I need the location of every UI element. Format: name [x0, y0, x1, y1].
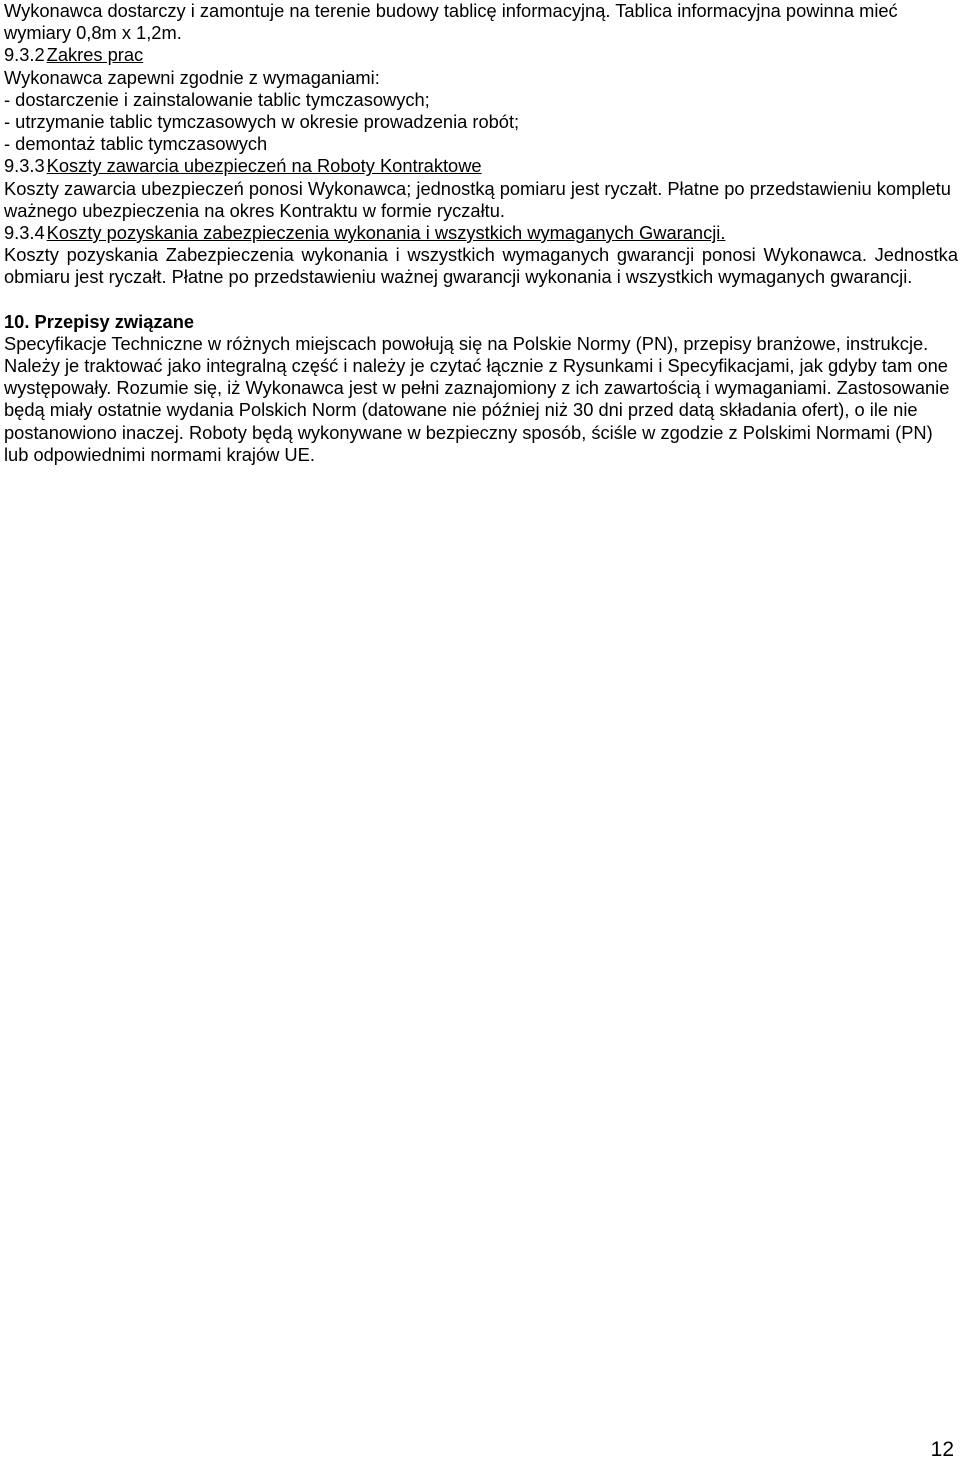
- section-number: 10.: [4, 310, 30, 332]
- section-heading: [4, 44, 958, 66]
- section-heading: [4, 222, 958, 244]
- section-body: Koszty pozyskania Zabezpieczenia wykonania i wszystkich wymaganych gwarancji ponosi Wykonawca. Jednostka obmiaru jest ryczałt. Płatne po przedstawieniu ważnej gwarancji wykonania i wszystkich wymaganych gwarancji.: [4, 244, 958, 288]
- section-spacer: [4, 289, 958, 311]
- section-title: Koszty pozyskania zabezpieczenia wykonania i wszystkich wymaganych Gwarancji.: [46, 222, 726, 244]
- section-9-3-2: [4, 44, 958, 155]
- list-item: - dostarczenie i zainstalowanie tablic tymczasowych;: [4, 88, 430, 110]
- section-heading: [4, 155, 958, 177]
- section-number: 9.3.4: [4, 222, 45, 244]
- list-item: - utrzymanie tablic tymczasowych w okresie prowadzenia robót;: [4, 111, 520, 133]
- list-item: - demontaż tablic tymczasowych: [4, 133, 268, 155]
- page-number: 12: [930, 1438, 954, 1461]
- section-number: 9.3.2: [4, 44, 45, 66]
- section-title: Koszty zawarcia ubezpieczeń na Roboty Kontraktowe: [46, 155, 482, 177]
- section-number: 9.3.3: [4, 155, 45, 177]
- section-body: Koszty zawarcia ubezpieczeń ponosi Wykonawca; jednostką pomiaru jest ryczałt. Płatne po przedstawieniu kompletu ważnego ubezpieczenia na okres Kontraktu w formie ryczałtu.: [4, 177, 951, 221]
- intro-paragraph: Wykonawca dostarczy i zamontuje na terenie budowy tablicę informacyjną. Tablica informacyjna powinna mieć wymiary 0,8m x 1,2m.: [4, 0, 898, 44]
- section-body: Specyfikacje Techniczne w różnych miejscach powołują się na Polskie Normy (PN), przepisy branżowe, instrukcje. Należy je traktować jako integralną część i należy je czytać łącznie z Rysunkami i Specyfikacjami, jak gdyby tam one występowały. Rozumie się, iż Wykonawca jest w pełni zaznajomiony z ich zawartością i wymaganiami. Zastosowanie będą miały ostatnie wydania Polskich Norm (datowane nie później niż 30 dni przed datą składania ofert), o ile nie postanowiono inaczej. Roboty będą wykonywane w bezpieczny sposób, ściśle w zgodzie z Polskimi Normami (PN) lub odpowiednimi normami krajów UE.: [4, 332, 950, 465]
- document-page: [4, 0, 958, 466]
- section-9-3-4: [4, 222, 958, 289]
- section-title: Zakres prac: [46, 44, 144, 66]
- section-9-3-3: [4, 155, 958, 222]
- section-10: [4, 311, 958, 466]
- list-intro: Wykonawca zapewni zgodnie z wymaganiami:: [4, 66, 380, 88]
- section-title: Przepisy związane: [34, 310, 195, 332]
- section-heading: [4, 311, 958, 333]
